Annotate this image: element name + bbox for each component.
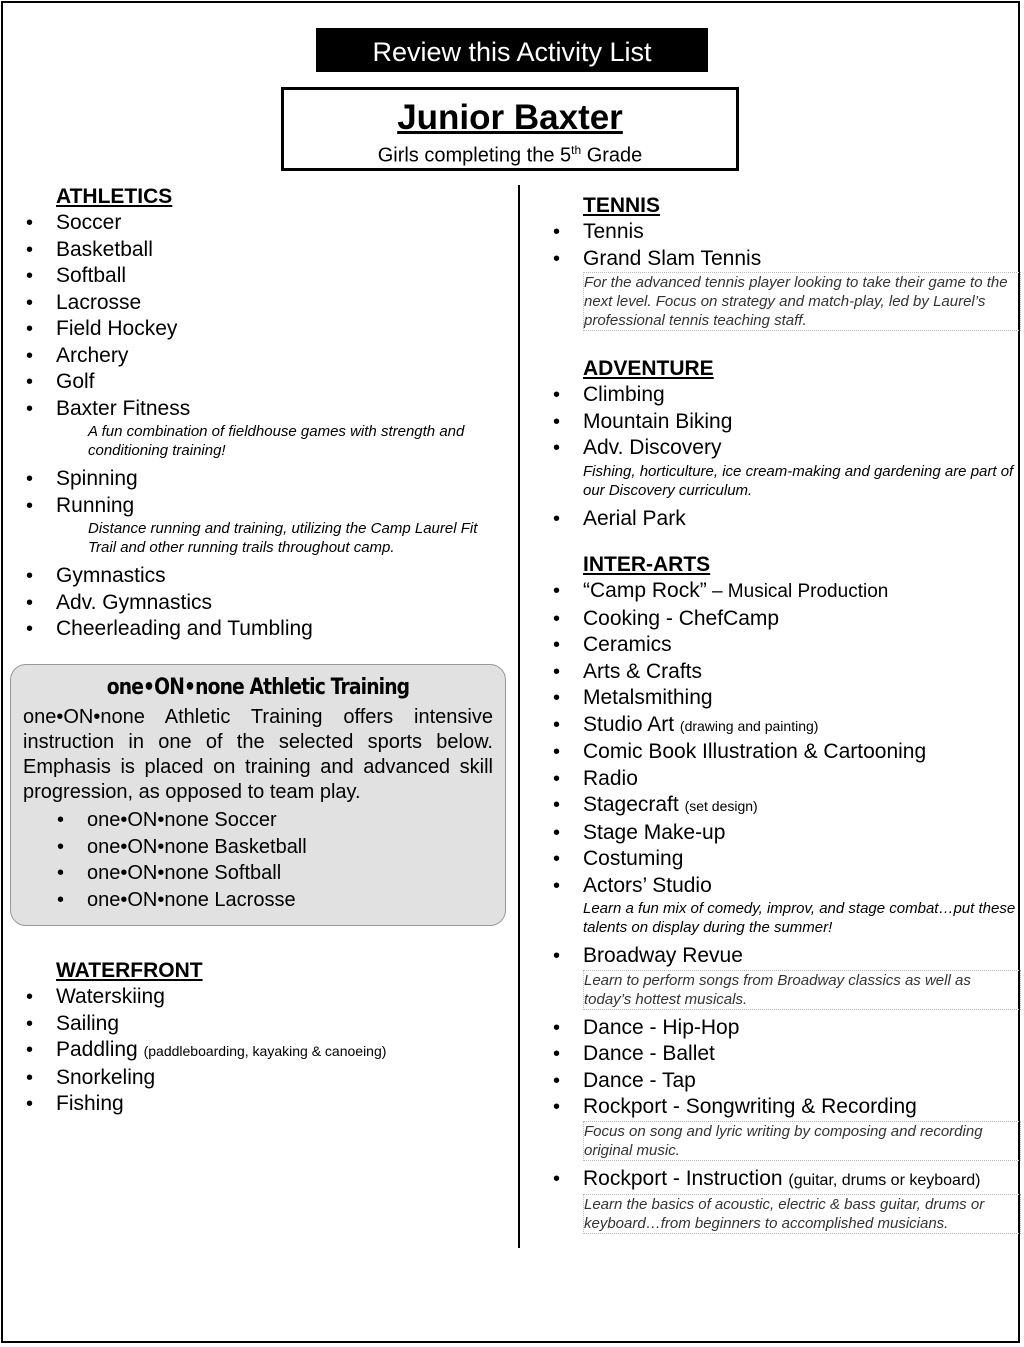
list-item: • Stagecraft (set design)	[551, 792, 1021, 820]
list-item: • Actors’ Studio	[551, 873, 1021, 900]
list-item: • Golf	[24, 369, 504, 396]
list-item: • one•ON•none Soccer	[55, 807, 493, 834]
athletic-training-box	[10, 664, 506, 926]
discovery-description: Fishing, horticulture, ice cream-making and gardening are part of our Discovery curriculum.	[583, 462, 1014, 499]
list-item: • Adv. Gymnastics	[24, 590, 504, 617]
training-title: one•ON•none Athletic Training	[106, 675, 410, 700]
program-name: Junior Baxter	[397, 98, 623, 137]
list-item: • Broadway Revue	[551, 943, 1021, 970]
right-column	[551, 193, 1021, 1239]
list-item: • “Camp Rock” – Musical Production	[551, 578, 1021, 606]
training-description: one•ON•none Athletic Training offers intensive instruction in one of the selected sports below. Emphasis is placed on training and advanced skill progression, as opposed to team play.	[23, 706, 493, 803]
grand-slam-description: For the advanced tennis player looking to take their game to the next level. Focus on strategy and match-play, led by Laurel’s professional tennis teaching staff.	[583, 272, 1021, 331]
stagecraft-note: (set design)	[684, 798, 758, 814]
list-item: • Radio	[551, 766, 1021, 793]
column-divider	[518, 185, 520, 1248]
program-title-box	[281, 87, 739, 171]
paddling-note: (paddleboarding, kayaking & canoeing)	[143, 1043, 387, 1059]
list-item: • Basketball	[24, 237, 504, 264]
list-item: • Costuming	[551, 846, 1021, 873]
list-item: • Dance - Hip-Hop	[551, 1015, 1021, 1042]
list-item: • Paddling (paddleboarding, kayaking & canoeing)	[24, 1037, 504, 1065]
interarts-heading: INTER-ARTS	[583, 553, 711, 576]
list-item: • Dance - Ballet	[551, 1041, 1021, 1068]
training-list	[55, 807, 493, 913]
list-item: • Lacrosse	[24, 290, 504, 317]
athletics-list	[24, 210, 504, 422]
tennis-heading: TENNIS	[583, 194, 661, 217]
list-item: • Spinning	[24, 466, 504, 493]
interarts-list	[551, 578, 1021, 899]
waterfront-section	[24, 958, 504, 1118]
waterfront-list	[24, 984, 504, 1118]
list-item: • Sailing	[24, 1011, 504, 1038]
list-item: • Softball	[24, 263, 504, 290]
instruction-description: Learn the basics of acoustic, electric & bass guitar, drums or keyboard…from beginners to accomplished musicians.	[583, 1194, 1021, 1234]
tennis-list	[551, 219, 1021, 272]
left-column	[24, 184, 504, 643]
list-item: • Arts & Crafts	[551, 659, 1021, 686]
list-item: • Running	[24, 493, 504, 520]
list-item: • Waterskiing	[24, 984, 504, 1011]
list-item: • Field Hockey	[24, 316, 504, 343]
list-item: • Climbing	[551, 382, 1021, 409]
list-item: • Fishing	[24, 1091, 504, 1118]
list-item: • Mountain Biking	[551, 409, 1021, 436]
list-item: • Rockport - Instruction (guitar, drums or keyboard)	[551, 1166, 1021, 1195]
list-item: • one•ON•none Lacrosse	[55, 887, 493, 914]
instruction-note: (guitar, drums or keyboard)	[788, 1171, 981, 1189]
list-item: • Metalsmithing	[551, 685, 1021, 712]
adventure-heading: ADVENTURE	[583, 357, 714, 380]
waterfront-heading: WATERFRONT	[56, 959, 203, 982]
list-item: • Gymnastics	[24, 563, 504, 590]
list-item: • Tennis	[551, 219, 1021, 246]
list-item: • Dance - Tap	[551, 1068, 1021, 1095]
adventure-list	[551, 382, 1021, 462]
list-item: • Rockport - Songwriting & Recording	[551, 1094, 1021, 1121]
list-item: • Snorkeling	[24, 1065, 504, 1092]
list-item: • one•ON•none Softball	[55, 860, 493, 887]
broadway-description: Learn to perform songs from Broadway classics as well as today’s hottest musicals.	[583, 970, 1021, 1010]
list-item: • Studio Art (drawing and painting)	[551, 712, 1021, 740]
list-item: • Baxter Fitness	[24, 396, 504, 423]
songwriting-description: Focus on song and lyric writing by composing and recording original music.	[583, 1121, 1021, 1161]
list-item: • Comic Book Illustration & Cartooning	[551, 739, 1021, 766]
list-item: • Cooking - ChefCamp	[551, 606, 1021, 633]
actors-studio-description: Learn a fun mix of comedy, improv, and stage combat…put these talents on display during the summer!	[583, 900, 1016, 936]
list-item: • one•ON•none Basketball	[55, 834, 493, 861]
list-item: • Stage Make-up	[551, 820, 1021, 847]
list-item: • Soccer	[24, 210, 504, 237]
list-item: • Archery	[24, 343, 504, 370]
baxter-fitness-description: A fun combination of fieldhouse games with strength and conditioning training!	[88, 423, 465, 459]
list-item: • Cheerleading and Tumbling	[24, 616, 504, 643]
list-item: • Grand Slam Tennis	[551, 246, 1021, 273]
athletics-heading: ATHLETICS	[56, 185, 173, 208]
program-subtitle: Girls completing the 5th Grade	[377, 143, 643, 167]
list-item: • Aerial Park	[551, 506, 1021, 533]
page-banner: Review this Activity List	[316, 28, 708, 72]
running-description: Distance running and training, utilizing the Camp Laurel Fit Trail and other running trails throughout camp.	[88, 520, 478, 556]
list-item: • Ceramics	[551, 632, 1021, 659]
studio-art-note: (drawing and painting)	[679, 717, 819, 734]
list-item: • Adv. Discovery	[551, 435, 1021, 462]
